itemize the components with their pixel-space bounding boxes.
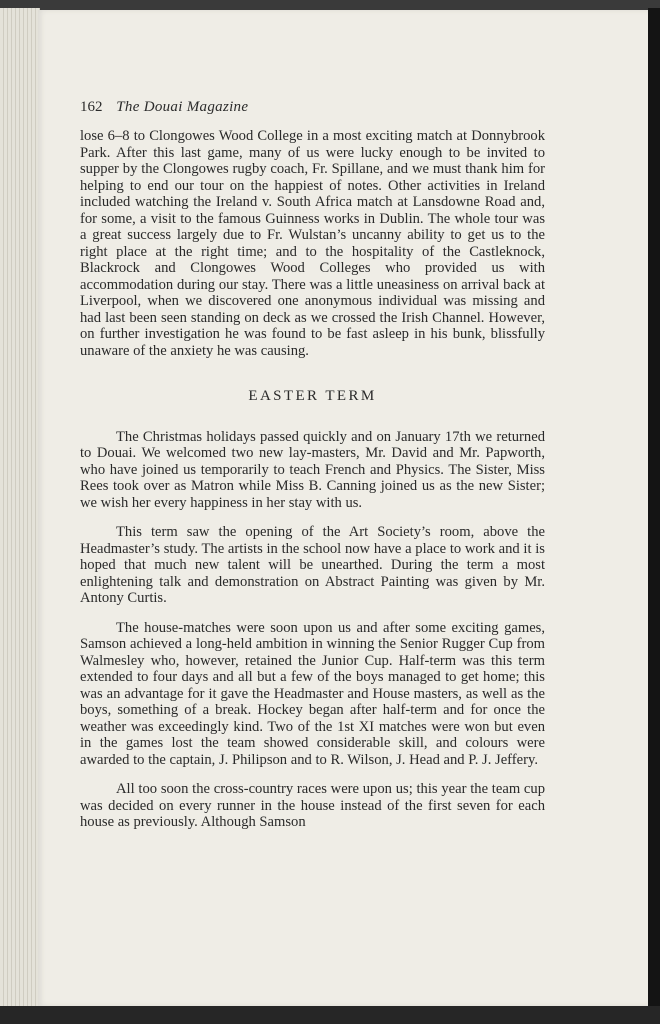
publication-title: The Douai Magazine (116, 99, 249, 115)
paragraph-art-society: This term saw the opening of the Art Society’s room, above the Headmaster’s study. The artists in the school now have a place to work and it is hoped that much new talent will be unearthed. During the term a most enlightening talk and demonstration on Abstract Painting was given by Mr. Antony Curtis. (80, 524, 545, 606)
bottom-binding-edge (0, 1006, 660, 1024)
paragraph-christmas-holidays: The Christmas holidays passed quickly and on January 17th we returned to Douai. We welcomed two new lay-masters, Mr. David and Mr. Papworth, who have joined us temporarily to teach French and Physics. The Sister, Miss Rees took over as Matron while Miss B. Canning joined us as the new Sister; we wish her every happiness in her stay with us. (80, 428, 545, 511)
right-binding-edge (648, 8, 660, 1012)
paragraph-tour-ending: lose 6–8 to Clongowes Wood College in a most exciting match at Donnybrook Park. After this last game, many of us were lucky enough to be invited to supper by the Clongowes rugby coach, Fr. Spillane, and we must thank him for helping to end our tour on the happiest of notes. Other activities in Ireland included watching the Ireland v. South Africa match at Lansdowne Road and, for some, a visit to the famous Guinness works in Dublin. The whole tour was a great success largely due to Fr. Wulstan’s uncanny ability to get us to the right place at the right time; and to the hospitality of the Castleknock, Blackrock and Clongowes Wood Colleges who provided us with accommodation during our stay. There was a little uneasiness on arrival back at Liverpool, when we discovered one anonymous individual was missing and had last been seen standing on deck as we crossed the Irish Channel. However, on further investigation he was found to be fast asleep in his bunk, blissfully unaware of the anxiety he was causing. (80, 128, 545, 359)
section-heading: EASTER TERM (248, 388, 377, 404)
paragraph-house-matches: The house-matches were soon upon us and after some exciting games, Samson achieved a long-held ambition in winning the Senior Rugger Cup from Walmesley who, however, retained the Junior Cup. Half-term was this term extended to four days and all but a few of the boys managed to get home; this was an advantage for it gave the Headmaster and House masters, as well as the boys, something of a break. Hockey began after half-term and for once the weather was exceedingly kind. Two of the 1st XI matches were won but even in the games lost the team showed considerable skill, and colours were awarded to the captain, J. Philipson and to R. Wilson, J. Head and P. J. Jeffery. (80, 619, 545, 768)
page-number: 162 (80, 99, 103, 115)
running-header (80, 99, 620, 116)
page-edges (0, 8, 40, 1012)
paragraph-cross-country: All too soon the cross-country races were upon us; this year the team cup was decided on every runner in the house instead of the first seven for each house as previously. Although Samson (80, 781, 545, 830)
article-body (80, 128, 545, 831)
